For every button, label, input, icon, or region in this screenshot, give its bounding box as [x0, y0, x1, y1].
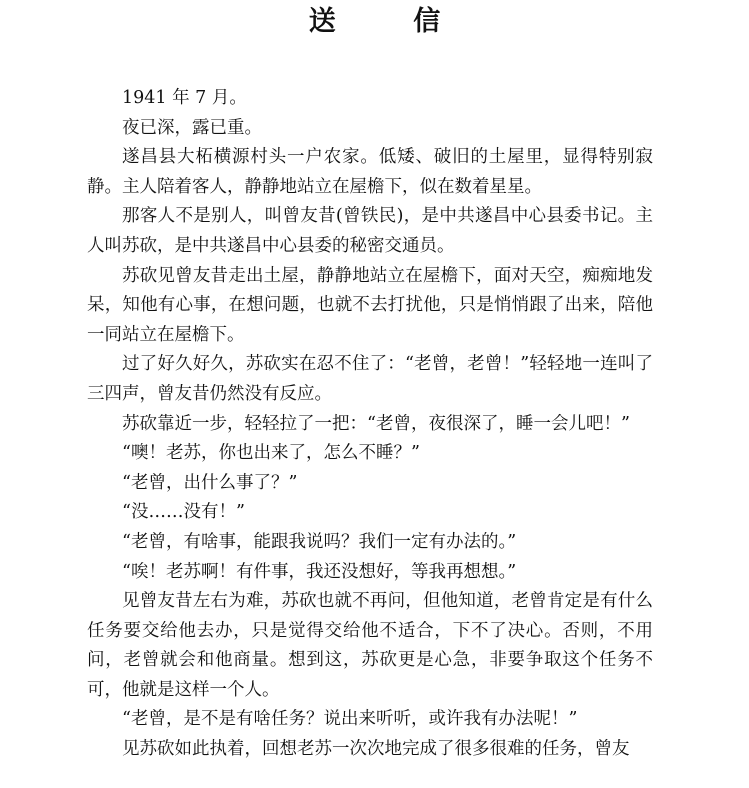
paragraph: 遂昌县大柘横源村头一户农家。低矮、破旧的土屋里，显得特别寂静。主人陪着客人，静静地站立在屋檐下，似在数着星星。 [87, 147, 653, 197]
paragraph: 过了好久好久，苏砍实在忍不住了：“老曾，老曾！”轻轻地一连叫了三四声，曾友昔仍然没有反应。 [87, 354, 653, 404]
paragraph: “老曾，是不是有啥任务？说出来听听，或许我有办法呢！” [122, 709, 578, 730]
paragraph: 见曾友昔左右为难，苏砍也就不再问，但他知道，老曾肯定是有什么任务要交给他去办，只是觉得交给他不适合，下不了决心。否则，不用问，老曾就会和他商量。想到这，苏砍更是心急，非要争取这个任务不可，他就是这样一个人。 [87, 591, 653, 700]
paragraph: 1941 年 7 月。 [122, 88, 247, 108]
paragraph: “没……没有！” [122, 502, 245, 523]
chapter-body [87, 84, 653, 765]
paragraph: 夜已深，露已重。 [122, 117, 262, 138]
paragraph: “噢！老苏，你也出来了，怎么不睡？” [122, 443, 420, 464]
paragraph: 那客人不是别人，叫曾友昔(曾铁民)，是中共遂昌中心县委书记。主人叫苏砍，是中共遂昌中心县委的秘密交通员。 [87, 206, 653, 256]
paragraph: 见苏砍如此执着，回想老苏一次次地完成了很多很难的任务，曾友 [122, 739, 630, 760]
paragraph: 苏砍见曾友昔走出土屋，静静地站立在屋檐下，面对天空，痴痴地发呆，知他有心事，在想问题，也就不去打扰他，只是悄悄跟了出来，陪他一同站立在屋檐下。 [87, 265, 653, 345]
paragraph: “老曾，有啥事，能跟我说吗？我们一定有办法的。” [122, 531, 517, 552]
paragraph: “唉！老苏啊！有件事，我还没想好，等我再想想。” [122, 561, 517, 582]
chapter-title: 送 信 [308, 6, 475, 37]
paragraph: 苏砍靠近一步，轻轻拉了一把：“老曾，夜很深了，睡一会儿吧！” [122, 413, 630, 434]
paragraph: “老曾，出什么事了？” [122, 472, 298, 493]
